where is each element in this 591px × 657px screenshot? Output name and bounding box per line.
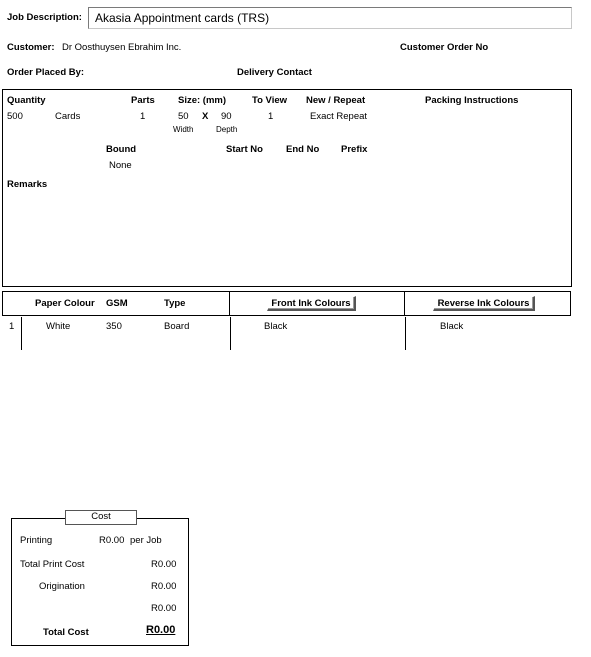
paper-row-gsm: 350 <box>106 321 122 332</box>
paper-colour-header: Paper Colour <box>35 298 95 309</box>
to-view-value: 1 <box>268 111 274 122</box>
start-no-label: Start No <box>226 144 263 155</box>
delivery-contact-label: Delivery Contact <box>237 67 312 78</box>
parts-value: 1 <box>140 111 146 122</box>
paper-row-index: 1 <box>9 321 15 332</box>
origination-label: Origination <box>39 581 85 592</box>
order-placed-label: Order Placed By: <box>7 67 85 78</box>
customer-value: Dr Oosthuysen Ebrahim Inc. <box>62 42 182 53</box>
end-no-label: End No <box>286 144 320 155</box>
printing-unit: per Job <box>130 535 162 546</box>
paper-row-colour: White <box>46 321 71 332</box>
customer-order-label: Customer Order No <box>400 42 489 53</box>
job-description-field[interactable]: Akasia Appointment cards (TRS) <box>88 7 572 29</box>
total-print-cost-value: R0.00 <box>151 559 177 570</box>
reverse-ink-colours-header[interactable]: Reverse Ink Colours <box>433 296 535 311</box>
prefix-label: Prefix <box>341 144 368 155</box>
paper-table-divider-front <box>229 291 230 316</box>
paper-table-left-edge <box>2 291 3 316</box>
packing-instructions-label: Packing Instructions <box>425 95 519 106</box>
width-value: 50 <box>178 111 189 122</box>
paper-table-right-edge <box>570 291 571 316</box>
depth-label: Depth <box>216 125 238 134</box>
bound-label: Bound <box>106 144 137 155</box>
size-separator: X <box>202 111 209 122</box>
to-view-label: To View <box>252 95 288 106</box>
total-cost-label: Total Cost <box>43 627 89 638</box>
size-label: Size: (mm) <box>178 95 227 106</box>
bound-value: None <box>109 160 132 171</box>
paper-row-index-divider <box>21 317 22 350</box>
job-description-label: Job Description: <box>7 12 82 23</box>
printing-label: Printing <box>20 535 53 546</box>
paper-table-top-rule <box>2 291 571 292</box>
remarks-label: Remarks <box>7 179 48 190</box>
gsm-header: GSM <box>106 298 128 309</box>
total-print-cost-label: Total Print Cost <box>20 559 85 570</box>
cost-title: Cost <box>65 510 137 525</box>
paper-table-header-rule <box>2 315 571 316</box>
extra-cost-value: R0.00 <box>151 603 177 614</box>
paper-row-reverse-divider <box>405 317 406 350</box>
job-details-box <box>2 89 572 287</box>
origination-value: R0.00 <box>151 581 177 592</box>
paper-row-reverse-ink: Black <box>440 321 464 332</box>
new-repeat-value: Exact Repeat <box>310 111 368 122</box>
unit-value: Cards <box>55 111 81 122</box>
new-repeat-label: New / Repeat <box>306 95 366 106</box>
paper-table-divider-reverse <box>404 291 405 316</box>
depth-value: 90 <box>221 111 232 122</box>
customer-label: Customer: <box>7 42 55 53</box>
front-ink-colours-header[interactable]: Front Ink Colours <box>267 296 356 311</box>
parts-label: Parts <box>131 95 155 106</box>
paper-row-front-divider <box>230 317 231 350</box>
quantity-label: Quantity <box>7 95 46 106</box>
total-cost-value: R0.00 <box>146 624 176 636</box>
printing-value: R0.00 <box>99 535 125 546</box>
quantity-value: 500 <box>7 111 23 122</box>
type-header: Type <box>164 298 186 309</box>
paper-row-front-ink: Black <box>264 321 288 332</box>
paper-row-type: Board <box>164 321 190 332</box>
width-label: Width <box>173 125 194 134</box>
